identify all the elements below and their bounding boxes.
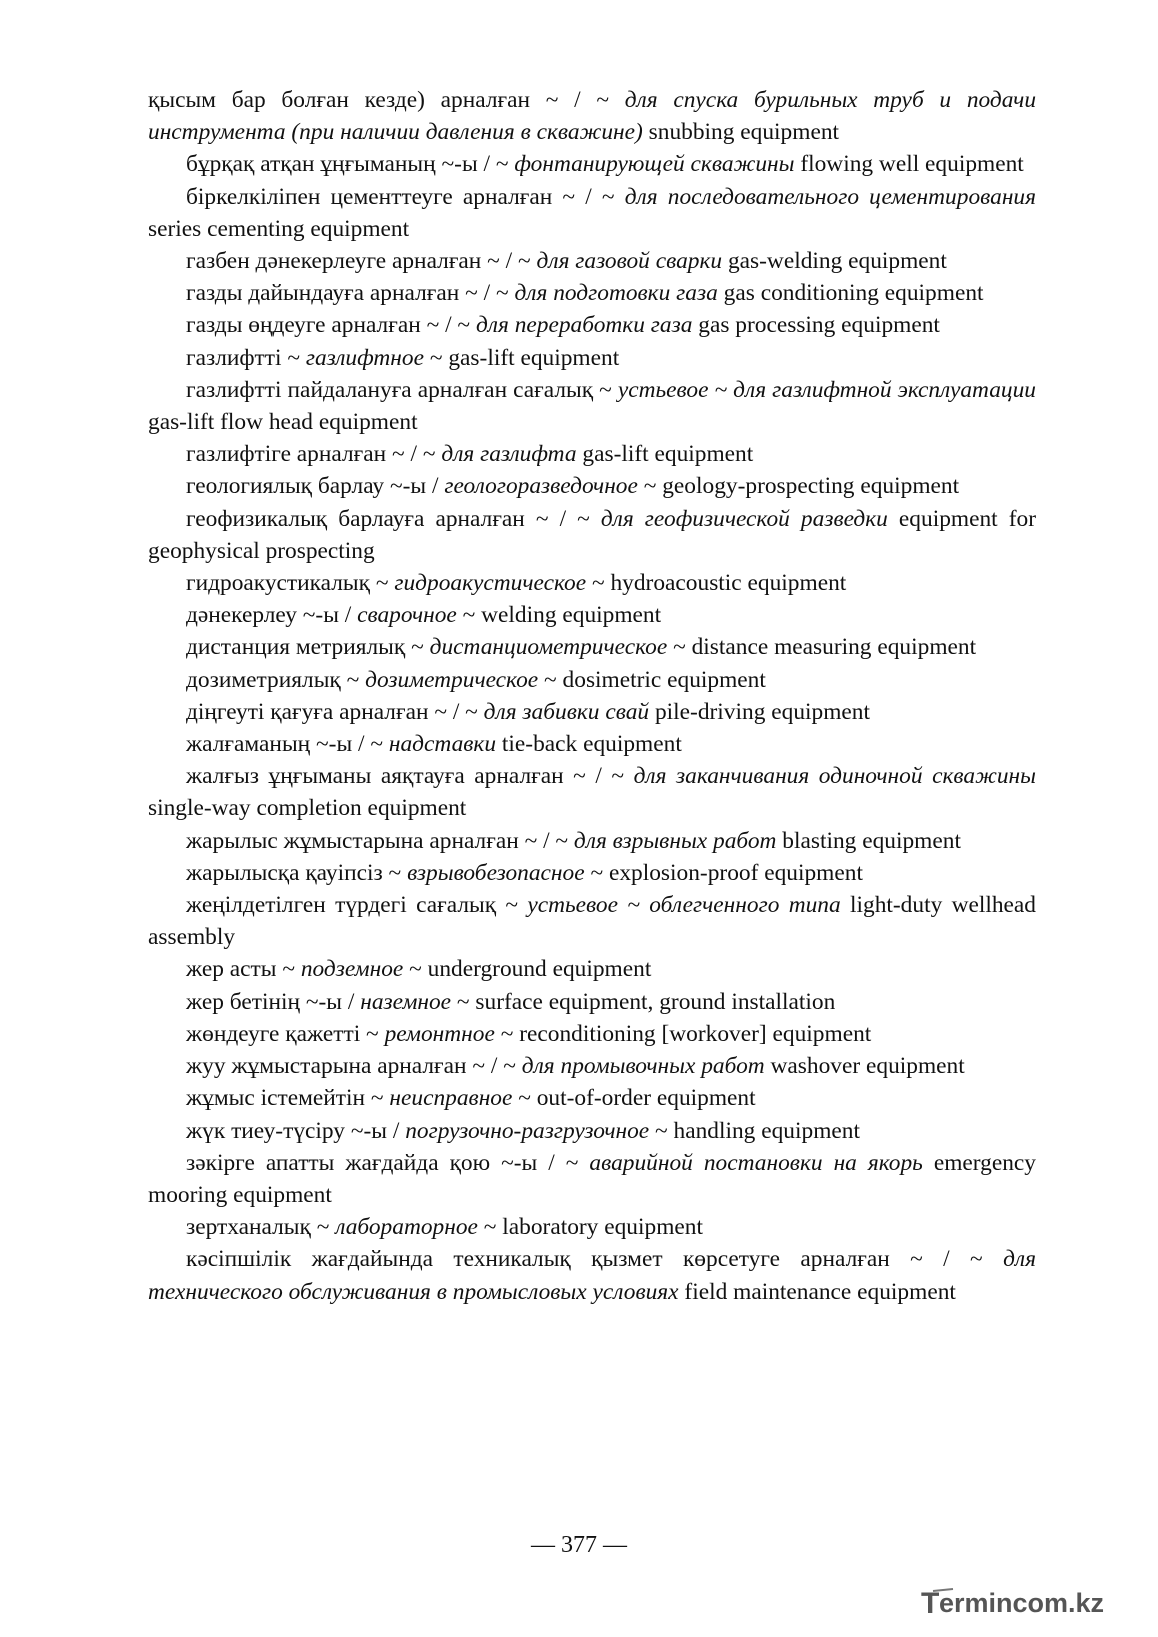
entry-russian-term: газлифтное: [305, 344, 424, 371]
entry-russian-term: для технического обслуживания в промысловых условиях: [148, 1246, 1036, 1305]
dictionary-entry: [148, 760, 1036, 824]
dictionary-entry: [148, 631, 1036, 663]
entry-russian-term: подземное: [300, 956, 404, 983]
dictionary-entry: [148, 309, 1036, 341]
entry-english-term: series cementing equipment: [148, 215, 410, 242]
entry-russian-term: дозиметрическое: [365, 666, 539, 693]
entry-russian-term: для переработки газа: [475, 312, 693, 339]
entry-russian-term: устьевое ~ для газлифтной эксплуатации: [617, 376, 1036, 403]
dictionary-entry: [148, 567, 1036, 599]
entry-kazakh-term: газды дайындауға арналған ~ / ~: [186, 280, 515, 307]
entry-english-term: washover equipment: [764, 1053, 965, 1080]
entry-russian-term: сварочное: [357, 602, 457, 629]
entry-kazakh-term: жер асты ~: [186, 956, 301, 983]
entry-kazakh-term: діңгеуті қағуға арналған ~ / ~: [186, 698, 484, 725]
entry-english-term: ~ welding equipment: [456, 602, 662, 629]
entry-kazakh-term: жарылысқа қауіпсіз ~: [186, 859, 408, 886]
watermark-logo: [919, 1581, 1144, 1625]
entry-english-term: ~ hydroacoustic equipment: [586, 570, 847, 597]
svg-text:T: T: [921, 1587, 940, 1620]
entry-russian-term: неисправное: [389, 1085, 513, 1112]
entry-kazakh-term: газлифтті пайдалануға арналған сағалық ~: [186, 376, 618, 403]
entry-english-term: ~ dosimetric equipment: [538, 666, 766, 693]
entry-kazakh-term: газлифтіге арналған ~ / ~: [186, 441, 442, 468]
entry-english-term: ~ explosion-proof equipment: [584, 859, 863, 886]
entry-russian-term: для газовой сварки: [536, 248, 723, 275]
dictionary-entry: [148, 664, 1036, 696]
svg-text:ermincom.kz: ermincom.kz: [939, 1588, 1105, 1618]
entry-russian-term: для геофизической разведки: [600, 505, 888, 532]
entry-russian-term: фонтанирующей скважины: [514, 151, 795, 178]
entry-english-term: light-duty wellhead assembly: [148, 892, 1037, 951]
dictionary-entry: [148, 599, 1036, 631]
dictionary-entry: [148, 1050, 1036, 1082]
entry-english-term: ~ gas-lift equipment: [424, 344, 620, 371]
dictionary-entry: [148, 277, 1036, 309]
dictionary-entries: [148, 84, 1036, 1308]
entry-kazakh-term: гидроакустикалық ~: [186, 570, 395, 597]
entry-english-term: flowing well equipment: [794, 151, 1024, 178]
dictionary-entry: [148, 1018, 1036, 1050]
dictionary-entry: [148, 1211, 1036, 1243]
entry-russian-term: взрывобезопасное: [407, 859, 585, 886]
entry-kazakh-term: дозиметриялық ~: [186, 666, 366, 693]
dictionary-entry: [148, 245, 1036, 277]
entry-russian-term: для забивки свай: [483, 698, 650, 725]
dictionary-entry: [148, 374, 1036, 438]
entry-kazakh-term: дистанция метриялық ~: [186, 634, 430, 661]
entry-english-term: gas conditioning equipment: [717, 280, 984, 307]
entry-english-term: single-way completion equipment: [148, 795, 467, 822]
entry-kazakh-term: жер бетінің ~-ы /: [186, 988, 361, 1015]
dictionary-entry: [148, 148, 1036, 180]
entry-kazakh-term: газлифтті ~: [186, 344, 306, 371]
entry-kazakh-term: геологиялық барлау ~-ы /: [186, 473, 445, 500]
entry-russian-term: наземное: [360, 988, 452, 1015]
entry-russian-term: ремонтное: [384, 1020, 495, 1047]
entry-english-term: ~ handling equipment: [649, 1117, 860, 1144]
entry-kazakh-term: жалғаманың ~-ы / ~: [186, 731, 389, 758]
entry-russian-term: погрузочно-разгрузочное: [405, 1117, 650, 1144]
entry-kazakh-term: дәнекерлеу ~-ы /: [186, 602, 358, 629]
entry-kazakh-term: біркелкіліпен цементтеуге арналған ~ / ~: [186, 183, 625, 210]
entry-english-term: gas-lift flow head equipment: [148, 409, 418, 436]
dictionary-entry: [148, 84, 1036, 148]
entry-english-term: ~ surface equipment, ground installation: [451, 988, 836, 1015]
entry-kazakh-term: геофизикалық барлауға арналған ~ / ~: [186, 505, 601, 532]
entry-english-term: gas processing equipment: [692, 312, 940, 339]
entry-english-term: pile-driving equipment: [649, 698, 870, 725]
entry-russian-term: гидроакустическое: [394, 570, 587, 597]
entry-kazakh-term: бұрқақ атқан ұңғыманың ~-ы / ~: [186, 151, 515, 178]
entry-english-term: ~ reconditioning [workover] equipment: [494, 1020, 872, 1047]
entry-kazakh-term: жөндеуге қажетті ~: [186, 1020, 385, 1047]
entry-english-term: ~ geology-prospecting equipment: [637, 473, 960, 500]
entry-english-term: blasting equipment: [776, 827, 961, 854]
entry-kazakh-term: зәкірге апатты жағдайда қою ~-ы / ~: [186, 1149, 590, 1176]
entry-english-term: ~ out-of-order equipment: [512, 1085, 756, 1112]
entry-english-term: ~ underground equipment: [403, 956, 652, 983]
dictionary-entry: [148, 470, 1036, 502]
dictionary-entry: [148, 342, 1036, 374]
entry-kazakh-term: жуу жұмыстарына арналған ~ / ~: [186, 1053, 522, 1080]
entry-kazakh-term: жалғыз ұңғыманы аяқтауға арналған ~ / ~: [186, 763, 634, 790]
entry-kazakh-term: кәсіпшілік жағдайында техникалық қызмет көрсетуге арналған ~ / ~: [186, 1246, 1004, 1273]
entry-english-term: gas-lift equipment: [576, 441, 754, 468]
dictionary-entry: [148, 728, 1036, 760]
dictionary-entry: [148, 889, 1036, 953]
entry-russian-term: геологоразведочное: [444, 473, 638, 500]
dictionary-entry: [148, 181, 1036, 245]
entry-russian-term: для последовательного цементирования: [624, 183, 1036, 210]
dictionary-entry: [148, 825, 1036, 857]
entry-russian-term: для спуска бурильных труб и подачи инструмента (при наличии давления в скважине): [148, 87, 1037, 146]
entry-russian-term: надставки: [388, 731, 497, 758]
entry-kazakh-term: жұмыс істемейтін ~: [186, 1085, 390, 1112]
dictionary-entry: [148, 1115, 1036, 1147]
entry-russian-term: для подготовки газа: [514, 280, 718, 307]
entry-english-term: equipment for geophysical prospecting: [148, 505, 1036, 564]
entry-kazakh-term: зертханалық ~: [186, 1214, 336, 1241]
entry-kazakh-term: жарылыс жұмыстарына арналған ~ / ~: [186, 827, 574, 854]
entry-english-term: tie-back equipment: [496, 731, 682, 758]
entry-kazakh-term: қысым бар болған кезде) арналған ~ / ~: [148, 87, 625, 113]
dictionary-entry: [148, 438, 1036, 470]
entry-russian-term: дистанциометрическое: [429, 634, 668, 661]
dictionary-entry: [148, 953, 1036, 985]
entry-english-term: ~ laboratory equipment: [477, 1214, 703, 1241]
page-number: — 377 —: [531, 1532, 627, 1558]
entry-kazakh-term: газбен дәнекерлеуге арналған ~ / ~: [186, 248, 537, 275]
entry-russian-term: для промывочных работ: [521, 1053, 765, 1080]
entry-english-term: gas-welding equipment: [722, 248, 947, 275]
dictionary-entry: [148, 1082, 1036, 1114]
entry-english-term: emergency mooring equipment: [148, 1149, 1036, 1208]
dictionary-entry: [148, 1147, 1036, 1211]
entry-russian-term: для заканчивания одиночной скважины: [633, 763, 1036, 790]
entry-kazakh-term: жүк тиеу-түсіру ~-ы /: [186, 1117, 406, 1144]
entry-kazakh-term: газды өңдеуге арналған ~ / ~: [186, 312, 476, 339]
dictionary-entry: [148, 696, 1036, 728]
entry-english-term: field maintenance equipment: [678, 1278, 956, 1305]
entry-russian-term: для газлифта: [441, 441, 577, 468]
entry-russian-term: лабораторное: [335, 1214, 478, 1241]
entry-russian-term: устьевое ~ облегченного типа: [527, 892, 841, 919]
entry-english-term: ~ distance measuring equipment: [667, 634, 977, 661]
entry-russian-term: аварийной постановки на якорь: [589, 1149, 923, 1176]
entry-russian-term: для взрывных работ: [573, 827, 777, 854]
dictionary-entry: [148, 503, 1036, 567]
dictionary-entry: [148, 986, 1036, 1018]
entry-english-term: snubbing equipment: [642, 119, 840, 146]
dictionary-entry: [148, 857, 1036, 889]
dictionary-entry: [148, 1243, 1036, 1307]
entry-kazakh-term: жеңілдетілген түрдегі сағалық ~: [186, 892, 528, 919]
